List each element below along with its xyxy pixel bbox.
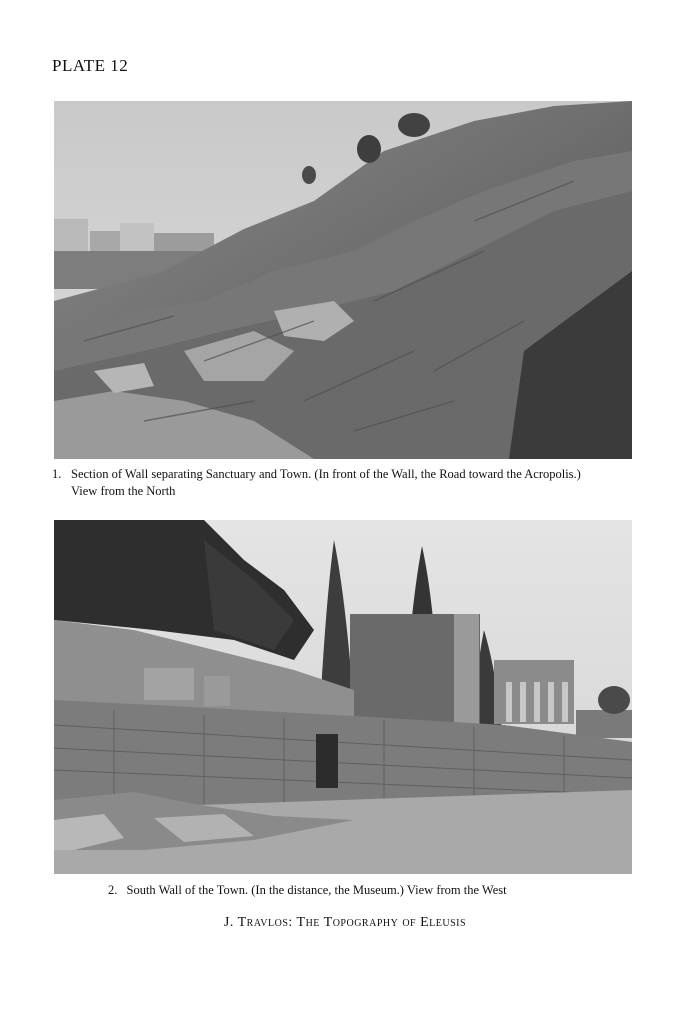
figure-1-caption-line2: View from the North xyxy=(71,484,176,498)
figure-2-caption-text: South Wall of the Town. (In the distance, the Museum.) View from the West xyxy=(126,883,507,897)
photo-wall-sanctuary-town xyxy=(54,101,632,459)
footer-credit: J. Travlos: The Topography of Eleusis xyxy=(223,915,467,930)
figure-2-caption xyxy=(108,883,507,898)
figure-1-number: 1. xyxy=(52,467,62,481)
figure-2-number: 2. xyxy=(108,883,118,897)
plate-title: PLATE 12 xyxy=(52,56,129,75)
figure-1-caption-line1: Section of Wall separating Sanctuary and Town. (In front of the Wall, the Road toward the Acropolis.) xyxy=(71,467,581,481)
photo-south-wall-museum xyxy=(54,520,632,874)
